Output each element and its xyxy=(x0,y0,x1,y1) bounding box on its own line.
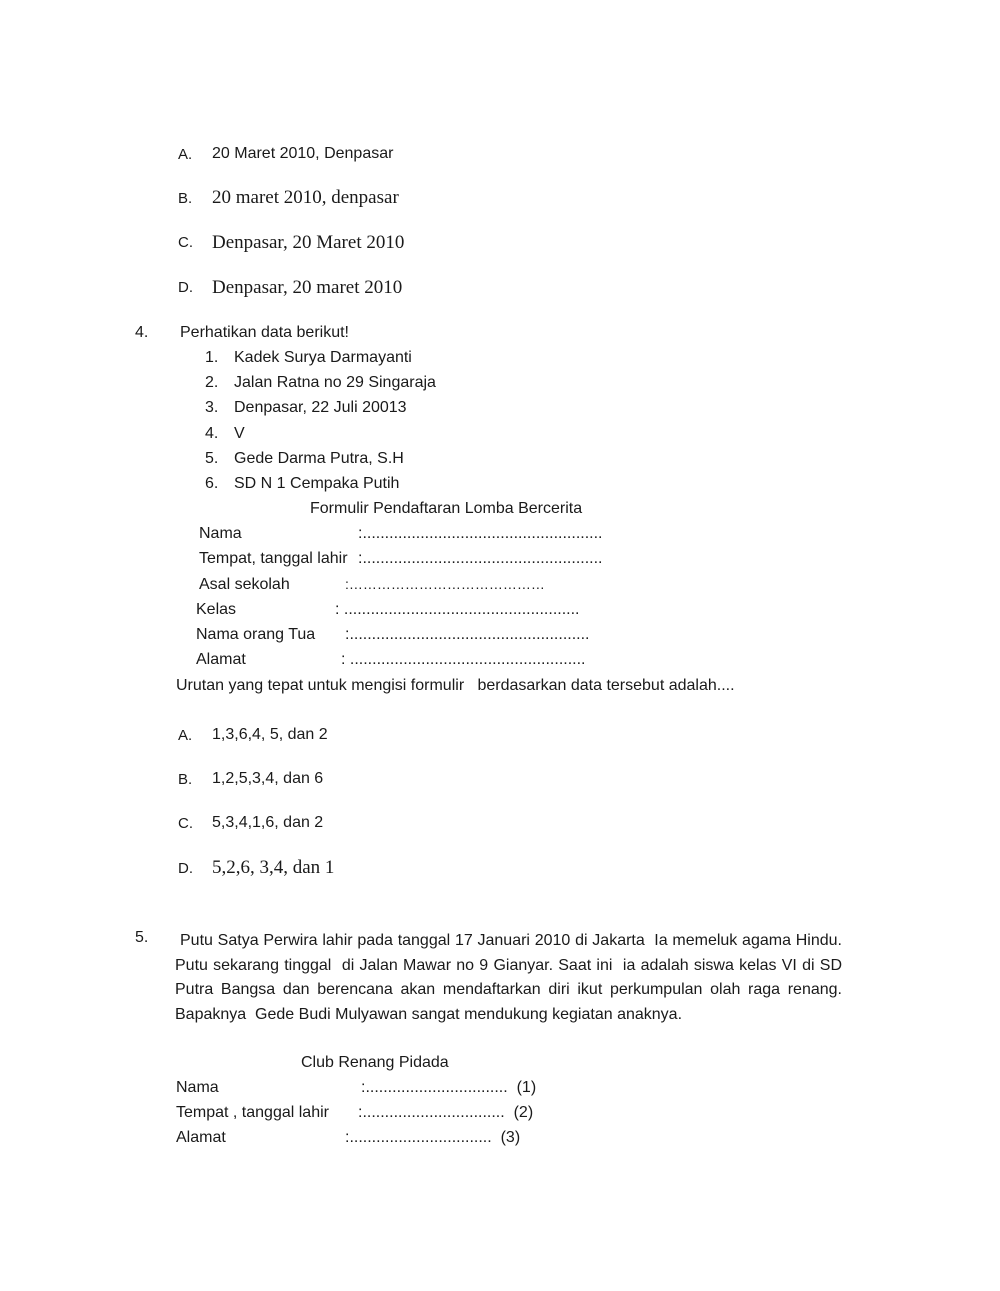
q4-number: 4. xyxy=(135,324,149,341)
q4-option-a-letter: A. xyxy=(178,727,193,744)
q3-option-d-text: Denpasar, 20 maret 2010 xyxy=(212,277,403,298)
form-label-kelas: Kelas xyxy=(196,601,237,618)
form-blank-nama: :................................ (1) xyxy=(361,1079,537,1096)
form-blank-alamat: :................................ (3) xyxy=(345,1129,521,1146)
list-item: Denpasar, 22 Juli 20013 xyxy=(234,399,407,416)
q4-question: Urutan yang tepat untuk mengisi formulir berdasarkan data tersebut adalah.... xyxy=(176,677,735,694)
list-item: Gede Darma Putra, S.H xyxy=(234,450,404,467)
q4-prompt: Perhatikan data berikut! xyxy=(180,324,349,341)
list-item: Kadek Surya Darmayanti xyxy=(234,349,412,366)
q5-form-title: Club Renang Pidada xyxy=(301,1054,449,1071)
form-blank-kelas: : ..................................................... xyxy=(335,601,580,618)
q3-option-b-text: 20 maret 2010, denpasar xyxy=(212,187,399,208)
q3-option-c-text: Denpasar, 20 Maret 2010 xyxy=(212,232,405,253)
form-label-asal-sekolah: Asal sekolah xyxy=(199,576,290,593)
q5-paragraph: Putu Satya Perwira lahir pada tanggal 17 Januari 2010 di Jakarta Ia memeluk agama Hindu. Putu sekarang tinggal di Jalan Mawar no 9 Gianyar. Saat ini ia adalah siswa kelas VI di SD Putra Bangsa dan berencana akan mendaftarkan diri ikut perkumpulan olah raga renang. Bapaknya Gede Budi Mulyawan sangat mendukung kegiatan anaknya. xyxy=(175,932,847,1023)
q3-option-b-letter: B. xyxy=(178,190,193,207)
form-label-alamat: Alamat xyxy=(196,651,246,668)
form-label-ttl: Tempat , tanggal lahir xyxy=(176,1104,329,1121)
list-item: Jalan Ratna no 29 Singaraja xyxy=(234,374,436,391)
form-label-nama-orang-tua: Nama orang Tua xyxy=(196,626,316,643)
list-item-number: 4. xyxy=(205,425,219,442)
form-label-nama: Nama xyxy=(199,525,242,542)
form-blank-alamat: : ..................................................... xyxy=(341,651,586,668)
q4-option-c-text: 5,3,4,1,6, dan 2 xyxy=(212,814,324,831)
form-label-nama: Nama xyxy=(176,1079,219,1096)
form-blank-ttl: :................................ (2) xyxy=(358,1104,534,1121)
list-item-number: 1. xyxy=(205,349,219,366)
list-item-number: 2. xyxy=(205,374,219,391)
q5-number: 5. xyxy=(135,929,149,946)
q3-option-c-letter: C. xyxy=(178,234,193,251)
form-blank-nama-orang-tua: :...................................................... xyxy=(345,626,590,643)
form-label-ttl: Tempat, tanggal lahir xyxy=(199,550,348,567)
q3-option-d-letter: D. xyxy=(178,279,193,296)
list-item-number: 3. xyxy=(205,399,219,416)
form-blank-nama: :...................................................... xyxy=(358,525,603,542)
q3-option-a-text: 20 Maret 2010, Denpasar xyxy=(212,145,394,162)
list-item-number: 5. xyxy=(205,450,219,467)
list-item: SD N 1 Cempaka Putih xyxy=(234,475,400,492)
list-item-number: 6. xyxy=(205,475,219,492)
list-item: V xyxy=(234,425,245,442)
q4-option-b-letter: B. xyxy=(178,771,193,788)
q3-option-a-letter: A. xyxy=(178,146,193,163)
q4-option-a-text: 1,3,6,4, 5, dan 2 xyxy=(212,726,328,743)
form-label-alamat: Alamat xyxy=(176,1129,226,1146)
q4-option-b-text: 1,2,5,3,4, dan 6 xyxy=(212,770,324,787)
form-blank-ttl: :...................................................... xyxy=(358,550,603,567)
q4-option-d-text: 5,2,6, 3,4, dan 1 xyxy=(212,857,335,878)
q4-option-d-letter: D. xyxy=(178,860,193,877)
q4-option-c-letter: C. xyxy=(178,815,193,832)
q4-form-title: Formulir Pendaftaran Lomba Bercerita xyxy=(310,500,583,517)
form-blank-asal-sekolah: :…………………………………… xyxy=(345,576,545,592)
